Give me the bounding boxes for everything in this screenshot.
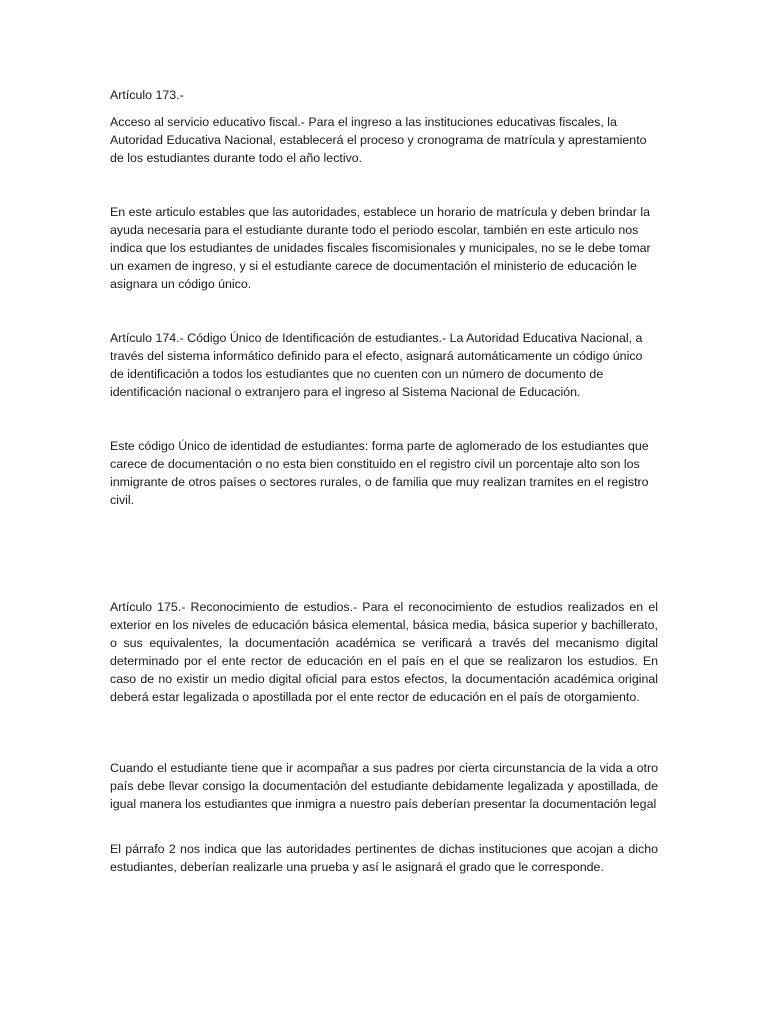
article-175-text: Artículo 175.- Reconocimiento de estudios.- Para el reconocimiento de estudios realizados en el exterior en los niveles de educación básica elemental, básica media, básica superior y bachillerato, o sus equivalentes, la documentación académica se verificará a través del mecanismo digital determinado por el ente rector de educación en el país en el que se realizaron los estudios. En caso de no existir un medio digital oficial para estos efectos, la documentación académica original deberá estar legalizada o apostillada por el ente rector de educación en el país de otorgamiento. xyxy=(110,600,658,704)
article-173-heading: Artículo 173.- xyxy=(110,88,184,102)
article-174-text: Artículo 174.- Código Único de Identificación de estudiantes.- La Autoridad Educativa Nacional, a través del sistema informático definido para el efecto, asignará automáticamente un código único de identificación a todos los estudiantes que no cuenten con un número de documento de identificación nacional o extranjero para el ingreso al Sistema Nacional de Educación. xyxy=(110,331,643,399)
article-173-text: Acceso al servicio educativo fiscal.- Para el ingreso a las instituciones educativas fiscales, la Autoridad Educativa Nacional, establecerá el proceso y cronograma de matrícula y aprestamiento de los estudiantes durante todo el año lectivo. xyxy=(110,115,647,165)
article-175-commentary: Cuando el estudiante tiene que ir acompañar a sus padres por cierta circunstancia de la vida a otro país debe llevar consigo la documentación del estudiante debidamente legalizada y apostillada, de igual manera los estudiantes que inmigra a nuestro país deberían presentar la documentación legal xyxy=(110,761,658,811)
article-173-commentary: En este articulo estables que las autoridades, establece un horario de matrícula y deben brindar la ayuda necesaria para el estudiante durante todo el periodo escolar, también en este articulo nos indica que los estudiantes de unidades fiscales fiscomisionales y municipales, no se le debe tomar un examen de ingreso, y si el estudiante carece de documentación el ministerio de educación le asignara un código único. xyxy=(110,205,651,291)
article-175-paragraph-2-note: El párrafo 2 nos indica que las autoridades pertinentes de dichas instituciones que acojan a dicho estudiantes, deberían realizarle una prueba y así le asignará el grado que le corresponde. xyxy=(110,842,658,874)
article-174-commentary: Este código Único de identidad de estudiantes: forma parte de aglomerado de los estudiantes que carece de documentación o no esta bien constituido en el registro civil un porcentaje alto son los inmigrante de otros países o sectores rurales, o de familia que muy realizan tramites en el registro civil. xyxy=(110,439,649,507)
